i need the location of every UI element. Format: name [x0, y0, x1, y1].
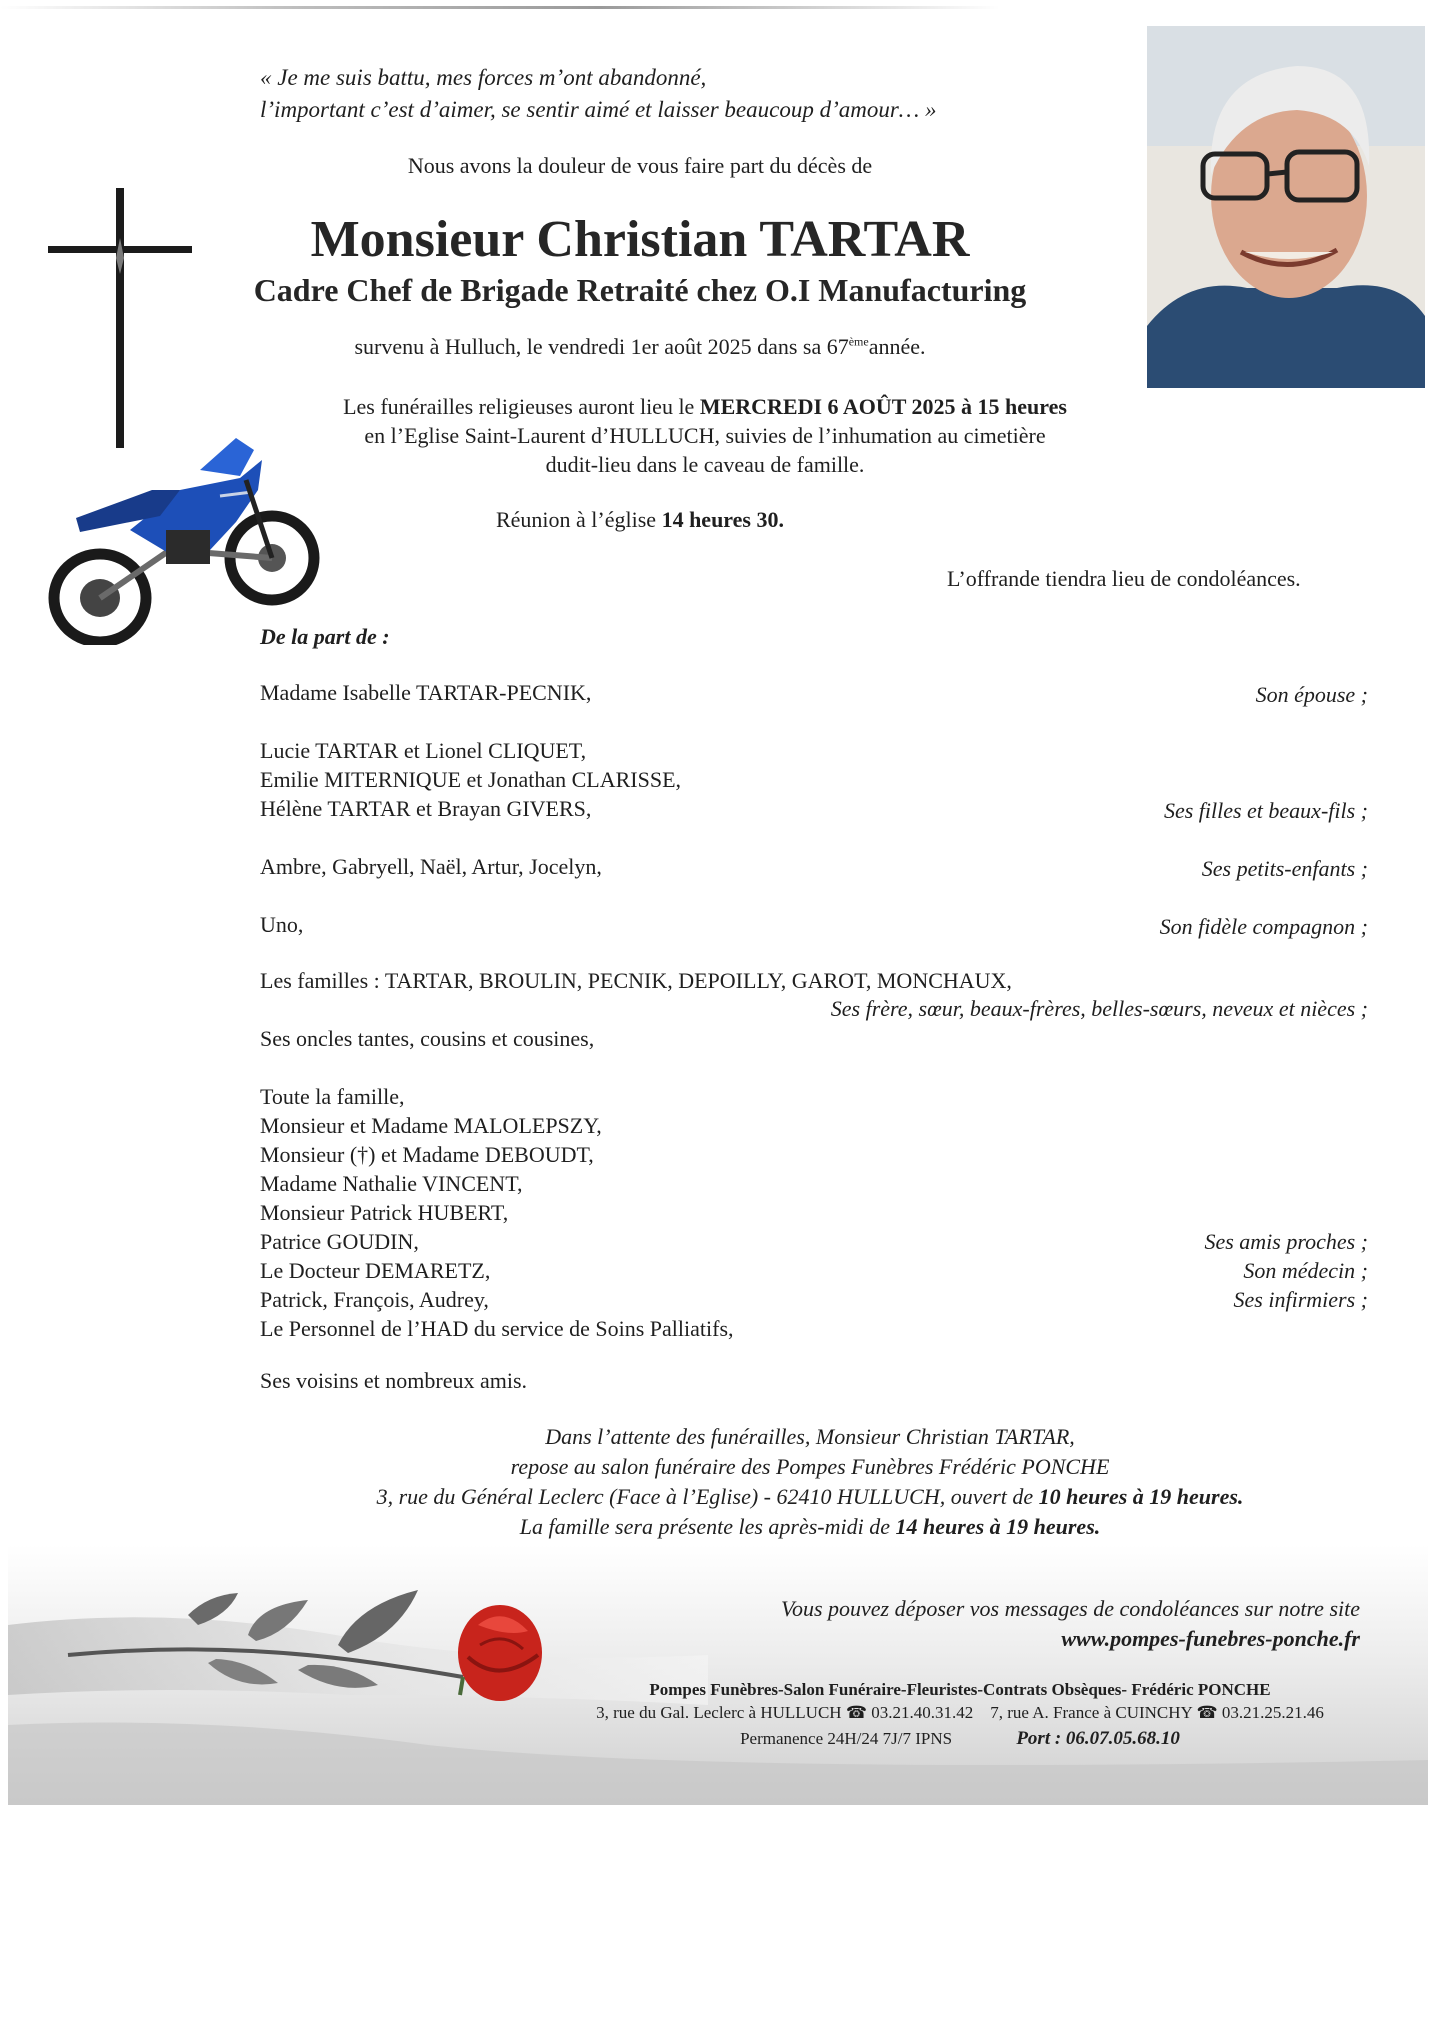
reunion-text	[260, 507, 1020, 533]
daughter-3: Hélène TARTAR et Brayan GIVERS,	[260, 796, 592, 821]
waiting-line-3: 3, rue du Général Leclerc (Face à l’Eglise) - 62410 HULLUCH, ouvert de	[376, 1484, 1039, 1509]
other-6: Patrice GOUDIN,	[260, 1229, 419, 1254]
family-hours: 14 heures à 19 heures.	[895, 1514, 1101, 1539]
daughter-2: Emilie MITERNIQUE et Jonathan CLARISSE,	[260, 767, 682, 792]
family-header: De la part de :	[260, 624, 390, 649]
quote	[260, 62, 1100, 126]
quote-line-2: l’important c’est d’aimer, se sentir aimé et laisser beaucoup d’amour… »	[260, 97, 937, 122]
funeral-line-2: en l’Eglise Saint-Laurent d’HULLUCH, suivies de l’inhumation au cimetière	[364, 423, 1046, 448]
others-relation-3: Ses infirmiers ;	[1233, 1287, 1368, 1312]
other-3: Monsieur (†) et Madame DEBOUDT,	[260, 1142, 594, 1167]
footer-address-1: 3, rue du Gal. Leclerc à HULLUCH	[596, 1703, 842, 1722]
daughters-relation: Ses filles et beaux-fils ;	[1163, 798, 1368, 823]
footer-permanence-text: Permanence 24H/24 7J/7 IPNS	[740, 1729, 953, 1748]
companion-relation: Son fidèle compagnon ;	[1159, 914, 1368, 939]
other-4: Madame Nathalie VINCENT,	[260, 1171, 523, 1196]
waiting-hours: 10 heures à 19 heures.	[1038, 1484, 1244, 1509]
families-names: Les familles : TARTAR, BROULIN, PECNIK, DEPOILLY, GAROT, MONCHAUX,	[260, 968, 1012, 993]
spouse-name: Madame Isabelle TARTAR-PECNIK,	[260, 680, 592, 705]
footer-phone-1: 03.21.40.31.42	[871, 1703, 974, 1722]
intro-text: Nous avons la douleur de vous faire part du décès de	[407, 153, 873, 178]
portrait-photo	[1147, 26, 1425, 388]
other-7: Le Docteur DEMARETZ,	[260, 1258, 491, 1283]
waiting-info	[260, 1422, 1360, 1542]
footer-address-2: 7, rue A. France à CUINCHY	[990, 1703, 1193, 1722]
reunion-time: 14 heures 30.	[661, 507, 784, 532]
spouse-relation: Son épouse ;	[1255, 682, 1368, 707]
others-list	[260, 1082, 1060, 1343]
top-scan-line	[0, 6, 1000, 9]
death-notice-sup: ème	[848, 334, 869, 349]
footer-addresses	[530, 1703, 1390, 1723]
deceased-job: Cadre Chef de Brigade Retraité chez O.I Manufacturing	[253, 272, 1027, 308]
neighbors-text: Ses voisins et nombreux amis.	[260, 1368, 528, 1393]
other-9: Le Personnel de l’HAD du service de Soins Palliatifs,	[260, 1316, 734, 1341]
death-notice-text: survenu à Hulluch, le vendredi 1er août 2025 dans sa 67	[354, 334, 849, 359]
offrande-text: L’offrande tiendra lieu de condoléances.	[947, 566, 1301, 591]
death-notice	[260, 334, 1020, 360]
others-relation-2: Son médecin ;	[1243, 1258, 1368, 1283]
daughter-1: Lucie TARTAR et Lionel CLIQUET,	[260, 738, 587, 763]
waiting-line-2: repose au salon funéraire des Pompes Funèbres Frédéric PONCHE	[510, 1454, 1110, 1479]
families-relation: Ses frère, sœur, beaux-frères, belles-sœurs, neveux et nièces ;	[830, 996, 1368, 1021]
condolences-text: Vous pouvez déposer vos messages de condoléances sur notre site	[780, 1596, 1360, 1621]
other-1: Toute la famille,	[260, 1084, 405, 1109]
funeral-date: MERCREDI 6 AOÛT 2025 à 15 heures	[699, 394, 1067, 419]
funeral-line-3: dudit-lieu dans le caveau de famille.	[545, 452, 865, 477]
other-2: Monsieur et Madame MALOLEPSZY,	[260, 1113, 602, 1138]
funeral-line-1: Les funérailles religieuses auront lieu le	[343, 394, 700, 419]
footer-permanence	[560, 1728, 1360, 1750]
rose-beach-image	[8, 1545, 1428, 1805]
other-8: Patrick, François, Audrey,	[260, 1287, 489, 1312]
reunion-start: Réunion à l’église	[495, 507, 662, 532]
cross-icon	[40, 188, 200, 448]
phone-icon: ☎	[845, 1703, 868, 1722]
footer-company: Pompes Funèbres-Salon Funéraire-Fleuristes-Contrats Obsèques- Frédéric PONCHE	[649, 1680, 1271, 1699]
other-5: Monsieur Patrick HUBERT,	[260, 1200, 509, 1225]
footer-port: Port : 06.07.05.68.10	[1016, 1728, 1180, 1749]
deceased-name: Monsieur Christian TARTAR	[310, 211, 970, 268]
grandchildren-names: Ambre, Gabryell, Naël, Artur, Jocelyn,	[260, 854, 602, 879]
waiting-line-4: La famille sera présente les après-midi de	[519, 1514, 896, 1539]
daughters-list	[260, 736, 1060, 823]
phone-icon: ☎	[1196, 1703, 1218, 1722]
footer-phone-2: 03.21.25.21.46	[1221, 1703, 1324, 1722]
grandchildren-relation: Ses petits-enfants ;	[1201, 856, 1368, 881]
funeral-details	[270, 392, 1140, 479]
companion-name: Uno,	[260, 912, 304, 937]
condolences-site-link[interactable]: www.pompes-funebres-ponche.fr	[1061, 1626, 1360, 1651]
others-relation-1: Ses amis proches ;	[1204, 1229, 1368, 1254]
waiting-line-1: Dans l’attente des funérailles, Monsieur Christian TARTAR,	[545, 1424, 1075, 1449]
death-notice-end: année.	[868, 334, 926, 359]
others-relations	[980, 1227, 1368, 1314]
quote-line-1: « Je me suis battu, mes forces m’ont abandonné,	[260, 65, 707, 90]
uncles-text: Ses oncles tantes, cousins et cousines,	[260, 1026, 595, 1051]
